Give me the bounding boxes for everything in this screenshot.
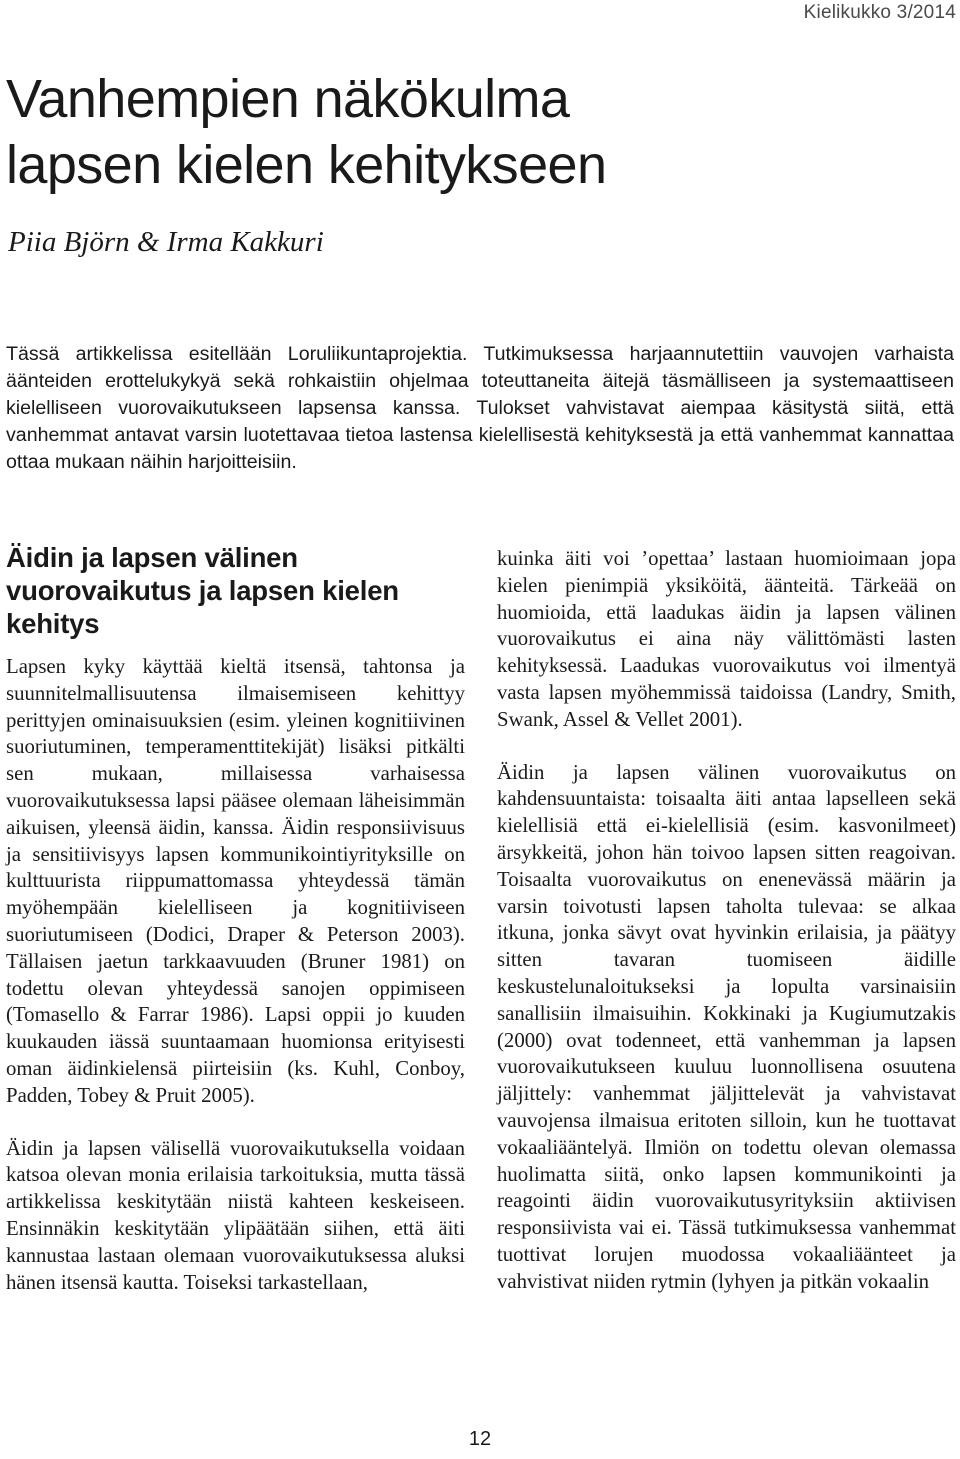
article-title <box>6 66 946 198</box>
body-paragraph: Äidin ja lapsen välinen vuorovaikutus on kahdensuuntaista: toisaalta äiti antaa lapselleen sekä kielellisiä että ei-kielellisiä (esim. kasvonilmeet) ärsykkeitä, johon hän toivoo lapsen sitten reagoivan. Toisaalta vuorovaikutus on enenevässä määrin ja varsin toivotusti lapsen taholta tulevaa: se alkaa itkuna, jonka sävyt ovat hyvinkin erilaisia, ja päätyy sitten tavaran tuomiseen äidille keskustelunaloitukseksi ja lopulta varsinaisiin sanallisiin ilmaisuihin. Kokkinaki ja Kugiumutzakis (2000) ovat todenneet, että vanhemman ja lapsen vuorovaikutukseen kuuluu luonnollisena osuutena jäljittely: vanhemmat jäljittelevät ja vahvistavat vauvojensa ilmaisua eritoten silloin, kun he tuottavat vokaaliääntelyä. Ilmiön on todettu olevan olemassa huolimatta siitä, onko lapsen kommunikointi ja reagointi äidin vuorovaikutusyrityksiin aktiivisen responsiivista vai ei. Tässä tutkimuksessa vanhemmat tuottivat lorujen muodossa vokaaliäänteet ja vahvistivat niiden rytmin (lyhyen ja pitkän vokaalin <box>497 760 956 1293</box>
article-abstract: Tässä artikkelissa esitellään Loruliikuntaprojektia. Tutkimuksessa harjaannutettiin vauvojen varhaista äänteiden erottelukykyä sekä rohkaistiin ohjelmaa toteuttaneita äitejä täsmälliseen ja systemaattiseen kielelliseen vuorovaikutukseen lapsensa kanssa. Tulokset vahvistavat aiempaa käsitystä siitä, että vanhemmat antavat varsin luotettavaa tietoa lastensa kielellisestä kehityksestä ja että vanhemmat kannattaa ottaa mukaan näihin harjoitteisiin. <box>6 343 954 473</box>
page-number: 12 <box>468 1428 492 1450</box>
article-title-line-2: lapsen kielen kehitykseen <box>6 135 607 195</box>
article-title-line-1: Vanhempien näkökulma <box>6 69 570 129</box>
right-column <box>497 546 956 1322</box>
journal-issue-label: Kielikukko 3/2014 <box>803 2 956 23</box>
article-authors: Piia Björn & Irma Kakkuri <box>8 226 324 258</box>
body-paragraph: Äidin ja lapsen välisellä vuorovaikutuksella voidaan katsoa olevan monia erilaisia tarkoituksia, mutta tässä artikkelissa keskitytään niistä kahteen keskeiseen. Ensinnäkin keskitytään ylipäätään siihen, että äiti kannustaa lastaan olemaan vuorovaikutuksessa aluksi hänen itsensä kautta. Toiseksi tarkastellaan, <box>6 1136 465 1294</box>
body-paragraph: Lapsen kyky käyttää kieltä itsensä, tahtonsa ja suunnitelmallisuutensa ilmaisemiseen kehittyy perittyjen ominaisuuksien (esim. yleinen kognitiivinen suoriutuminen, temperamenttitekijät) lisäksi pitkälti sen mukaan, millaisessa varhaisessa vuorovaikutuksessa lapsi pääsee olemaan läheisimmän aikuisen, yleensä äidin, kanssa. Äidin responsiivisuus ja sensitiivisyys lapsen kommunikointiyrityksille on kulttuurista riippumattomassa yhteydessä tämän myöhempään kielelliseen ja kognitiiviseen suoriutumiseen (Dodici, Draper & Peterson 2003). Tällaisen jaetun tarkkaavuuden (Bruner 1981) on todettu olevan yhteydessä sanojen oppimiseen (Tomasello & Farrar 1986). Lapsi oppii jo kuuden kuukauden iässä suuntaamaan huomionsa erityisesti oman äidinkielensä piirteisiin (ks. Kuhl, Conboy, Padden, Tobey & Pruit 2005). <box>6 655 465 1107</box>
section-heading: Äidin ja lapsen välinen vuorovaikutus ja lapsen kielen kehitys <box>6 542 399 639</box>
body-paragraph: kuinka äiti voi ’opettaa’ lastaan huomioimaan jopa kielen pienimpiä yksiköitä, äänteitä. Tärkeää on huomioida, että laadukas äidin ja lapsen välinen vuorovaikutus ei aina näy välittömästi lasten kehityksessä. Laadukas vuorovaikutus voi ilmentyä vasta lapsen myöhemmissä taidoissa (Landry, Smith, Swank, Assel & Vellet 2001). <box>497 547 956 731</box>
left-column <box>6 541 465 1322</box>
